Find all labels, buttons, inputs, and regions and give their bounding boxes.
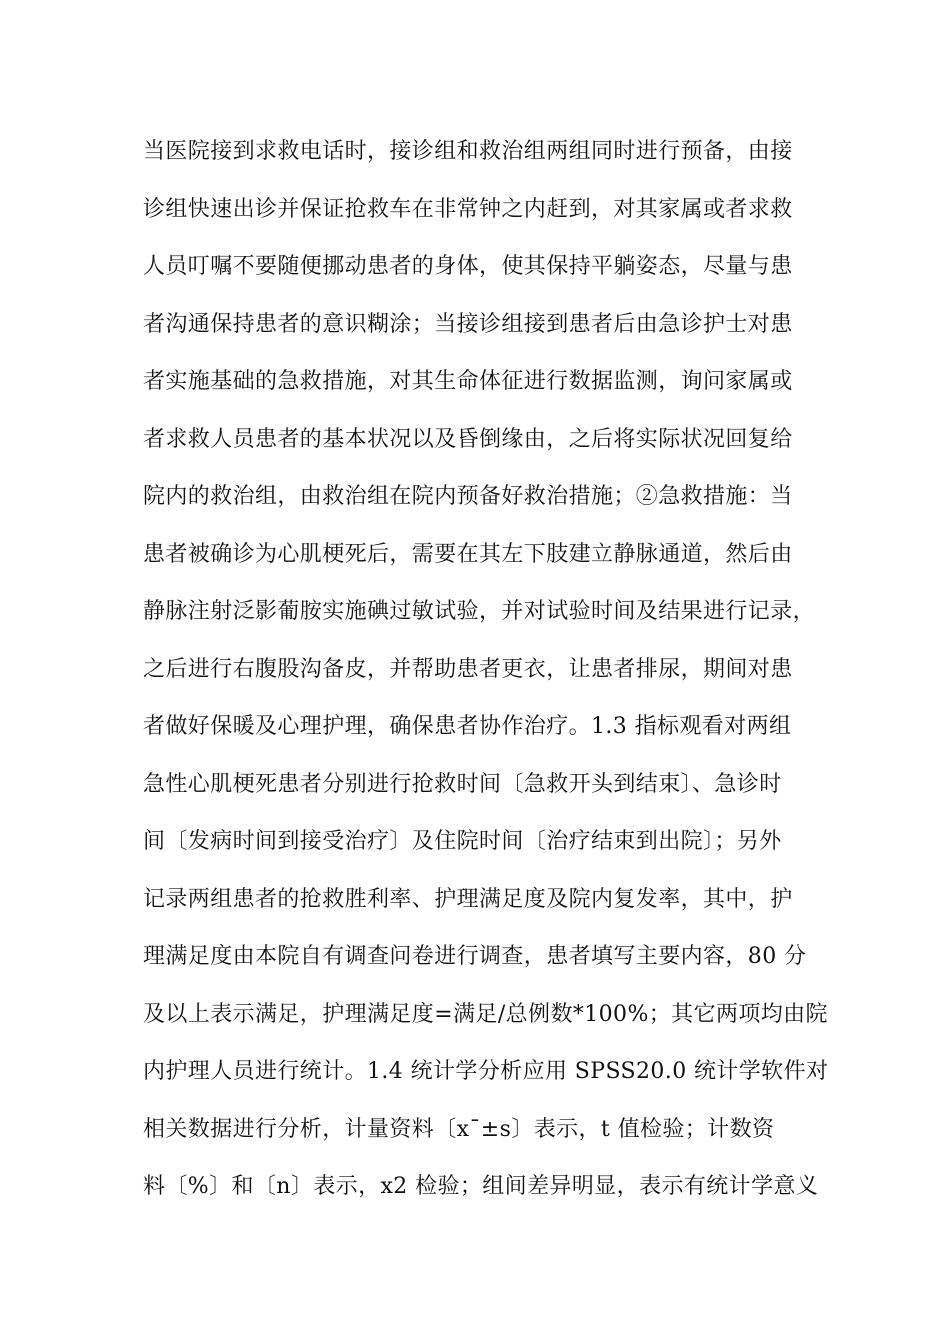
text-line: 间〔发病时间到接受治疗〕及住院时间〔治疗结束到出院〕；另外 <box>143 829 782 854</box>
text-line: 者沟通保持患者的意识糊涂；当接诊组接到患者后由急诊护士对患 <box>143 311 793 337</box>
body-paragraph <box>143 130 829 1223</box>
text-line: 者实施基础的急救措施，对其生命体征进行数据监测，询问家属或 <box>143 369 793 394</box>
text-line: 之后进行右腹股沟备皮，并帮助患者更衣，让患者排尿，期间对患 <box>143 656 793 682</box>
text-line: 院内的救治组，由救治组在院内预备好救治措施；②急救措施：当 <box>143 484 793 509</box>
text-line: 诊组快速出诊并保证抢救车在非常钟之内赶到，对其家属或者求救 <box>143 196 793 222</box>
text-line: 记录两组患者的抢救胜利率、护理满足度及院内复发率，其中，护 <box>143 886 793 912</box>
text-line: 急性心肌梗死患者分别进行抢救时间〔急救开头到结束〕、急诊时 <box>143 771 782 797</box>
text-line: 患者被确诊为心肌梗死后，需要在其左下肢建立静脉通道，然后由 <box>143 541 793 567</box>
text-line: 内护理人员进行统计。1.4 统计学分析应用 SPSS20.0 统计学软件对 <box>143 1059 829 1084</box>
text-line: 者做好保暖及心理护理，确保患者协作治疗。1.3 指标观看对两组 <box>143 714 792 739</box>
text-line: 及以上表示满足，护理满足度=满足/总例数*100%；其它两项均由院 <box>143 1001 828 1027</box>
text-line: 静脉注射泛影葡胺实施碘过敏试验，并对试验时间及结果进行记录， <box>143 599 816 624</box>
text-line: 料〔%〕和〔n〕表示，x2 检验；组间差异明显，表示有统计学意义 <box>143 1174 819 1199</box>
text-line: 当医院接到求救电话时，接诊组和救治组两组同时进行预备，由接 <box>143 139 793 164</box>
text-line: 相关数据进行分析，计量资料〔x¯±s〕表示，t 值检验；计数资 <box>143 1116 775 1142</box>
text-line: 者求救人员患者的基本状况以及昏倒缘由，之后将实际状况回复给 <box>143 426 793 452</box>
text-line: 理满足度由本院自有调查问卷进行调查，患者填写主要内容，80 分 <box>143 944 807 969</box>
text-line: 人员叮嘱不要随便挪动患者的身体，使其保持平躺姿态，尽量与患 <box>143 254 793 279</box>
